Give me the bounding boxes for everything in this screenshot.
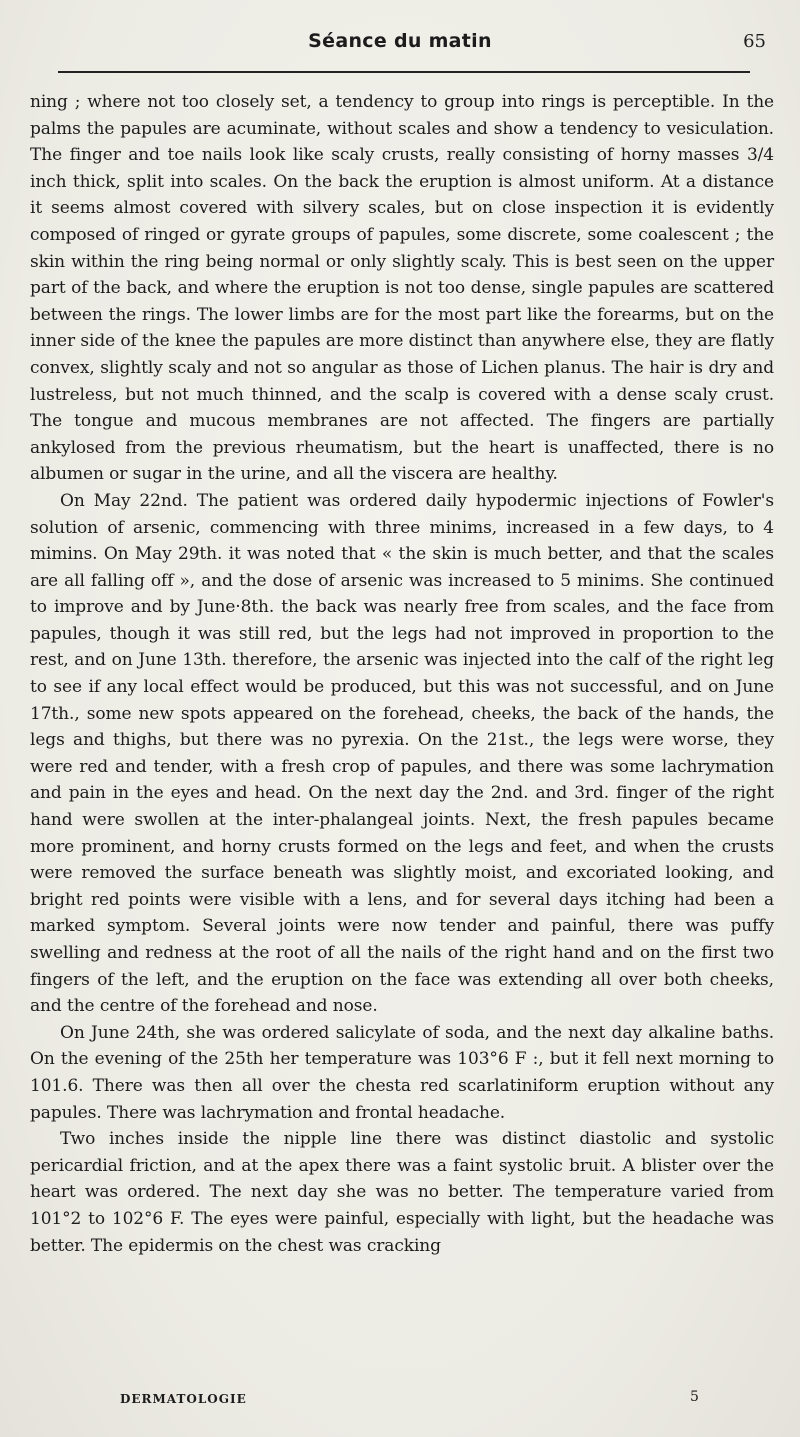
page-number: 65	[743, 31, 766, 52]
footer-sheet-number: 5	[690, 1389, 699, 1405]
paragraph-june-24: On June 24th, she was ordered salicylate of soda, and the next day alkaline baths. On the evening of the 25th her temperature was 103°6 F :, but it fell next morning to 101.6. There was then all over the chesta red scarlatiniform eruption without any papules. There was lachrymation and frontal headache.	[30, 1022, 774, 1123]
running-header-title: Séance du matin	[308, 30, 492, 52]
paragraph-two-inches: Two inches inside the nipple line there was distinct diastolic and systolic pericardial friction, and at the apex there was a faint systolic bruit. A blister over the heart was ordered. The next day she was no better. The temperature varied from 101°2 to 102°6 F. The eyes were painful, especially with light, but the headache was better. The epidermis on the chest was cracking	[30, 1129, 774, 1256]
paragraph-may-22: On May 22nd. The patient was ordered daily hypodermic injections of Fowler's solution of arsenic, commencing with three minims, increased in a few days, to 4 mimins. On May 29th. it was noted that « the skin is much better, and that the scales are all falling off », and the dose of arsenic was increased to 5 minims. She continued to improve and by June·8th. the back was nearly free from scales, and the face from papules, though it was still red, but the legs had not improved in proportion to the rest, and on June 13th. therefore, the arsenic was injected into the calf of the right leg to see if any local effect would be produced, but this was not successful, and on June 17th., some new spots appeared on the forehead, cheeks, the back of the hands, the legs and thighs, but there was no pyrexia. On the 21st., the legs were worse, they were red and tender, with a fresh crop of papules, and there was some lachrymation and pain in the eyes and head. On the next day the 2nd. and 3rd. finger of the right hand were swollen at the inter-phalangeal joints. Next, the fresh papules became more prominent, and horny crusts formed on the legs and feet, and when the crusts were removed the surface beneath was slightly moist, and excoriated looking, and bright red points were visible with a lens, and for several days itching had been a marked symptom. Several joints were now tender and painful, there was puffy swelling and redness at the root of all the nails of the right hand and on the first two fingers of the left, and the eruption on the face was extending all over both cheeks, and the centre of the forehead and nose.	[30, 490, 774, 1017]
body-text	[30, 89, 774, 1259]
header-rule	[58, 71, 750, 73]
footer-signature: DERMATOLOGIE	[120, 1392, 247, 1406]
paragraph-continued: ning ; where not too closely set, a tendency to group into rings is perceptible. In the palms the papules are acuminate, without scales and show a tendency to vesiculation. The finger and toe nails look like scaly crusts, really consisting of horny masses 3/4 inch thick, split into scales. On the back the eruption is almost uniform. At a distance it seems almost covered with silvery scales, but on close inspection it is evidently composed of ringed or gyrate groups of papules, some discrete, some coalescent ; the skin within the ring being normal or only slightly scaly. This is best seen on the upper part of the back, and where the eruption is not too dense, single papules are scattered between the rings. The lower limbs are for the most part like the forearms, but on the inner side of the knee the papules are more distinct than anywhere else, they are flatly convex, slightly scaly and not so angular as those of Lichen planus. The hair is dry and lustreless, but not much thinned, and the scalp is covered with a dense scaly crust. The tongue and mucous membranes are not affected. The fingers are partially ankylosed from the previous rheumatism, but the heart is unaffected, there is no albumen or sugar in the urine, and all the viscera are healthy.	[30, 92, 774, 485]
